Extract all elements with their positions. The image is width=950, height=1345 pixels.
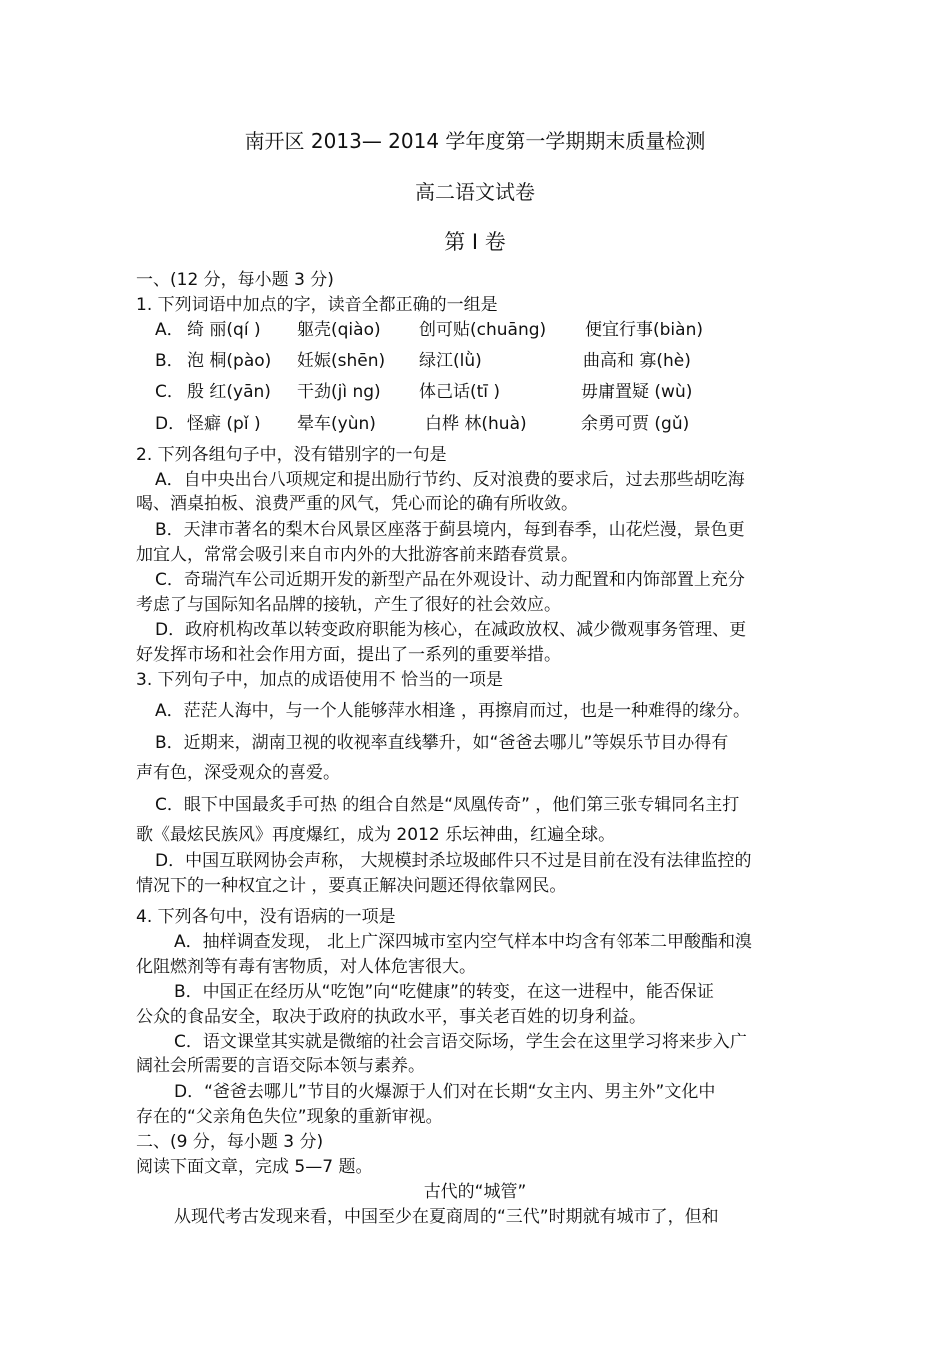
text-line: C．语文课堂其实就是微缩的社会言语交际场，学生会在这里学习将来步入广 (174, 1032, 747, 1052)
option-label: A． (155, 320, 184, 340)
text-line: B．天津市著名的梨木台风景区座落于蓟县境内，每到春季，山花烂漫，景色更 (155, 520, 745, 540)
article-paragraph: 从现代考古发现来看，中国至少在夏商周的“三代”时期就有城市了，但和 (174, 1207, 719, 1227)
article-title: 古代的“城管” (423, 1182, 527, 1202)
option-item: 创可贴(chuāng) (419, 320, 547, 340)
exam-title: 南开区 2013— 2014 学年度第一学期期末质量检测 (244, 129, 706, 153)
option-item: 余勇可贾 (gǔ) (581, 414, 690, 434)
text-line: 声有色，深受观众的喜爱。 (136, 763, 340, 783)
option-item: 殷 红(yān) (187, 382, 271, 402)
text-line: C．眼下中国最炙手可热 的组合自然是“凤凰传奇” ，他们第三张专辑同名主打 (155, 795, 740, 815)
option-item: 白桦 林(huà) (425, 414, 527, 434)
option-item: 便宜行事(biàn) (585, 320, 703, 340)
text-line: C．奇瑞汽车公司近期开发的新型产品在外观设计、动力配置和内饰部置上充分 (155, 570, 745, 590)
text-line: 化阻燃剂等有毒有害物质，对人体危害很大。 (136, 957, 476, 977)
text-line: 歌《最炫民族风》再度爆红，成为 2012 乐坛神曲，红遍全球。 (136, 825, 616, 845)
option-item: 绿江(lǜ) (419, 351, 482, 371)
text-line: D．政府机构改革以转变政府职能为核心，在减政放权、减少微观事务管理、更 (155, 620, 747, 640)
question-stem: 4. 下列各句中，没有语病的一项是 (136, 907, 396, 927)
question-stem: 2. 下列各组句子中，没有错别字的一句是 (136, 445, 447, 465)
text-line: 考虑了与国际知名品牌的接轨，产生了很好的社会效应。 (136, 595, 561, 615)
text-line: D．“爸爸去哪儿”节目的火爆源于人们对在长期“女主内、男主外”文化中 (174, 1082, 716, 1102)
text-line: 加宜人，常常会吸引来自市内外的大批游客前来踏春赏景。 (136, 545, 578, 565)
text-line: D．中国互联网协会声称， 大规模封杀垃圾邮件只不过是目前在没有法律监控的 (155, 851, 752, 871)
text-line: B．中国正在经历从“吃饱”向“吃健康”的转变，在这一进程中，能否保证 (174, 982, 714, 1002)
section-heading: 二、(9 分，每小题 3 分) (136, 1132, 324, 1152)
text-line: 存在的“父亲角色失位”现象的重新审视。 (136, 1107, 443, 1127)
option-label: B． (155, 351, 184, 371)
option-item: 躯壳(qiào) (297, 320, 381, 340)
option-label: C． (155, 382, 184, 402)
exam-subtitle: 高二语文试卷 (415, 180, 535, 204)
text-line: A．自中央出台八项规定和提出励行节约、反对浪费的要求后，过去那些胡吃海 (155, 470, 745, 490)
option-item: 泡 桐(pào) (187, 351, 272, 371)
option-item: 毋庸置疑 (wù) (581, 382, 693, 402)
text-line: 公众的食品安全，取决于政府的执政水平，事关老百姓的切身利益。 (136, 1007, 646, 1027)
section-instruction: 阅读下面文章，完成 5—7 题。 (136, 1157, 373, 1177)
option-label: D． (155, 414, 186, 434)
section-heading: 一、(12 分，每小题 3 分) (136, 270, 334, 290)
option-item: 妊娠(shēn) (297, 351, 386, 371)
text-line: A．茫茫人海中，与一个人能够萍水相逢 ，再擦肩而过，也是一种难得的缘分。 (155, 701, 751, 721)
text-line: 好发挥市场和社会作用方面，提出了一系列的重要举措。 (136, 645, 561, 665)
option-item: 曲高和 寡(hè) (583, 351, 691, 371)
text-line: 喝、酒桌拍板、浪费严重的风气，凭心而论的确有所收敛。 (136, 494, 578, 514)
option-item: 怪癖 (pǐ ) (187, 414, 261, 434)
option-item: 绮 丽(qí ) (187, 320, 261, 340)
text-line: A．抽样调查发现， 北上广深四城市室内空气样本中均含有邻苯二甲酸酯和溴 (174, 932, 753, 952)
question-stem: 3. 下列句子中，加点的成语使用不 恰当的一项是 (136, 670, 504, 690)
volume-heading: 第 Ⅰ 卷 (444, 230, 506, 254)
text-line: 情况下的一种权宜之计 ，要真正解决问题还得依靠网民。 (136, 876, 567, 896)
option-item: 晕车(yùn) (297, 414, 376, 434)
question-stem: 1. 下列词语中加点的字，读音全都正确的一组是 (136, 295, 498, 315)
text-line: 阔社会所需要的言语交际本领与素养。 (136, 1056, 425, 1076)
option-item: 干劲(jì ng) (297, 382, 381, 402)
option-item: 体己话(tī ) (419, 382, 501, 402)
text-line: B．近期来，湖南卫视的收视率直线攀升，如“爸爸去哪儿”等娱乐节目办得有 (155, 733, 729, 753)
